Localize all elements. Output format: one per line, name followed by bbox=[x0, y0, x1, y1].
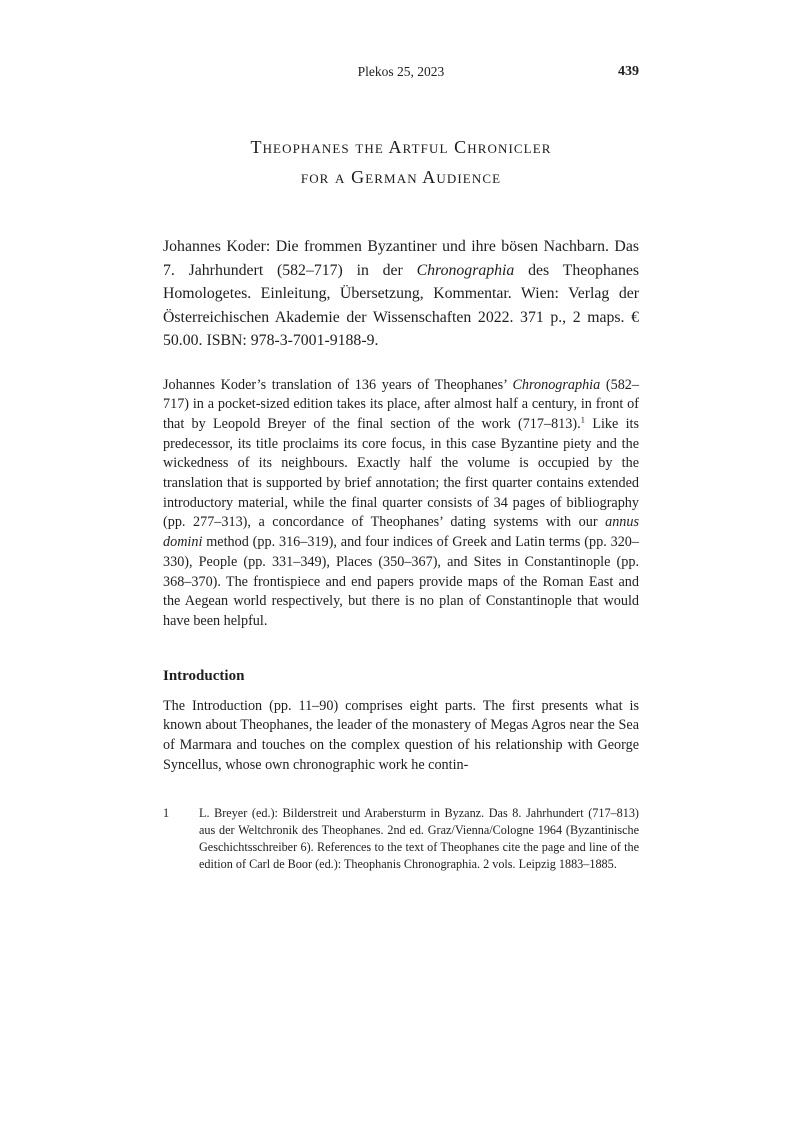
text-column bbox=[163, 0, 639, 873]
review-opening-paragraph bbox=[163, 376, 639, 632]
book-citation bbox=[163, 235, 639, 353]
text-segment: Johannes Koder’s translation of 136 years of Theophanes’ bbox=[163, 376, 513, 393]
text-segment: (582–717) in a pocket-sized edition takes its place, after almost half a century, in front of that by Leopold Breyer of the final section of the work (717–813). bbox=[163, 376, 639, 432]
text-segment: Chronographia bbox=[512, 376, 601, 393]
article-title bbox=[163, 132, 639, 192]
footnote-number: 1 bbox=[163, 806, 170, 821]
introduction-paragraph: The Introduction (pp. 11–90) comprises eight parts. The first presents what is known about Theophanes, the leader of the monastery of Megas Agros near the Sea of Marmara and touches on the complex question of his relationship with George Syncellus, whose own chronographic work he contin- bbox=[163, 697, 639, 773]
text-segment: 1 bbox=[580, 414, 586, 425]
section-heading-introduction: Introduction bbox=[163, 667, 245, 684]
footnote bbox=[163, 805, 639, 873]
text-segment: Chronographia bbox=[416, 261, 515, 279]
journal-title: Plekos 25, 2023 bbox=[357, 64, 445, 79]
text-segment: annus domini bbox=[163, 514, 639, 551]
text-segment: Like its predecessor, its title proclaims its core focus, in this case Byzantine piety and the wickedness of its neighbours. Exactly half the volume is occupied by the translation that is supported by brief annotation; the first quarter contains extended introductory material, while the final quarter consists of 34 pages of bibliography (pp. 277–313), a concordance of Theophanes’ dating systems with our bbox=[163, 415, 639, 531]
article-title-line2: for a German Audience bbox=[300, 167, 502, 187]
page-header bbox=[163, 64, 639, 80]
text-segment: Johannes Koder: Die frommen Byzantiner und ihre bösen Nachbarn. Das 7. Jahrhundert (582–717) in der bbox=[163, 238, 639, 279]
text-segment: method (pp. 316–319), and four indices of Greek and Latin terms (pp. 320–330), People (pp. 331–349), Places (350–367), and Sites in Constantinople (pp. 368–370). The frontispiece and end papers provide maps of the Roman East and the Aegean world respectively, but there is no plan of Constantinople that would have been helpful. bbox=[163, 534, 639, 629]
page-number: 439 bbox=[618, 64, 639, 79]
text-segment: des Theophanes Homologetes. Einleitung, Übersetzung, Kommentar. Wien: Verlag der Österreichischen Akademie der Wissenschaften 2022. 371 p., 2 maps. € 50.00. ISBN: 978-3-7001-9188-9. bbox=[163, 261, 640, 349]
footnote-text: L. Breyer (ed.): Bilderstreit und Arabersturm in Byzanz. Das 8. Jahrhundert (717–813) aus der Weltchronik des Theophanes. 2nd ed. Graz/Vienna/Cologne 1964 (Byzantinische Geschichtsschreiber 6). References to the text of Theophanes cite the page and line of the edition of Carl de Boor (ed.): Theophanis Chronographia. 2 vols. Leipzig 1883–1885. bbox=[199, 806, 639, 872]
article-title-line1: Theophanes the Artful Chronicler bbox=[250, 137, 552, 157]
